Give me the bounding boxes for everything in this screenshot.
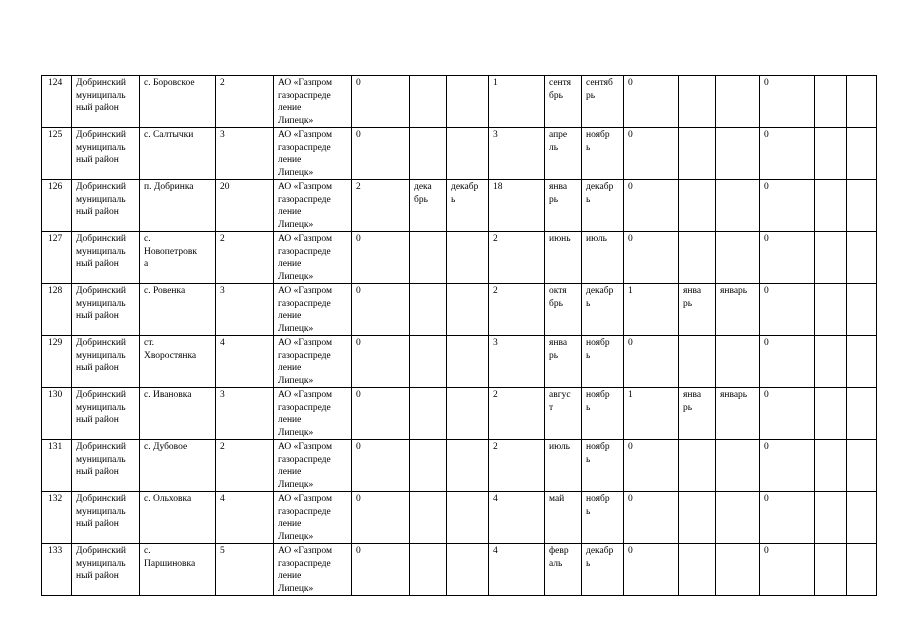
table-row: [42, 544, 877, 596]
col14-cell: [760, 232, 815, 284]
col11-cell-text: 0: [628, 494, 633, 504]
col15-cell: [815, 76, 847, 128]
col11-cell-text: 1: [628, 286, 633, 296]
col10-cell: [582, 492, 624, 544]
col6-cell: [410, 180, 447, 232]
col13-cell: [716, 76, 760, 128]
table-row: [42, 180, 877, 232]
settlement-cell-text: п. Добринка: [144, 182, 194, 192]
col9-cell: [545, 76, 582, 128]
organization-cell: [274, 336, 352, 388]
col11-cell: [624, 544, 679, 596]
count-cell-text: 2: [220, 442, 225, 452]
district-cell: [72, 336, 140, 388]
col7-cell-text: декабр ь: [451, 182, 479, 205]
col5-cell: [352, 180, 410, 232]
col5-cell-text: 0: [356, 234, 361, 244]
col12-cell: [679, 388, 716, 440]
col13-cell: [716, 336, 760, 388]
table-row: [42, 232, 877, 284]
district-cell-text: Добринский муниципаль ный район: [76, 182, 126, 217]
col13-cell-text: январь: [720, 390, 748, 400]
col14-cell-text: 0: [764, 182, 769, 192]
col9-cell: [545, 232, 582, 284]
col15-cell: [815, 128, 847, 180]
settlement-cell-text: с. Дубовое: [144, 442, 188, 452]
col16-cell: [847, 76, 877, 128]
col10-cell: [582, 336, 624, 388]
count-cell: [216, 544, 274, 596]
col9-cell-text: апре ль: [549, 130, 568, 153]
col14-cell-text: 0: [764, 442, 769, 452]
col11-cell-text: 0: [628, 338, 633, 348]
table-row: [42, 128, 877, 180]
row-number-text: 124: [48, 78, 63, 88]
col8-cell: [489, 232, 545, 284]
row-number: [42, 544, 72, 596]
organization-cell-text: АО «Газпром газораспреде ление Липецк»: [278, 442, 333, 490]
district-cell: [72, 128, 140, 180]
row-number-text: 128: [48, 286, 63, 296]
organization-cell-text: АО «Газпром газораспреде ление Липецк»: [278, 78, 333, 126]
col10-cell: [582, 544, 624, 596]
col15-cell: [815, 180, 847, 232]
col11-cell: [624, 388, 679, 440]
settlement-cell-text: с. Ивановка: [144, 390, 192, 400]
count-cell: [216, 232, 274, 284]
col8-cell: [489, 180, 545, 232]
col11-cell-text: 0: [628, 182, 633, 192]
col6-cell: [410, 336, 447, 388]
col9-cell: [545, 128, 582, 180]
col5-cell-text: 0: [356, 338, 361, 348]
col10-cell-text: сентяб рь: [586, 78, 613, 101]
row-number: [42, 180, 72, 232]
organization-cell-text: АО «Газпром газораспреде ление Липецк»: [278, 546, 333, 594]
district-cell-text: Добринский муниципаль ный район: [76, 78, 126, 113]
row-number: [42, 284, 72, 336]
district-cell: [72, 76, 140, 128]
col8-cell-text: 2: [493, 286, 498, 296]
row-number: [42, 388, 72, 440]
col10-cell-text: декабр ь: [586, 286, 614, 309]
col6-cell: [410, 128, 447, 180]
col9-cell-text: авгус т: [549, 390, 571, 413]
col15-cell: [815, 544, 847, 596]
col13-cell: [716, 544, 760, 596]
col10-cell-text: ноябр ь: [586, 494, 610, 517]
district-cell: [72, 180, 140, 232]
row-number-text: 131: [48, 442, 63, 452]
col6-cell: [410, 76, 447, 128]
col8-cell: [489, 336, 545, 388]
col7-cell: [447, 492, 489, 544]
col16-cell: [847, 388, 877, 440]
col14-cell: [760, 544, 815, 596]
settlement-cell-text: ст. Хворостянка: [144, 338, 197, 361]
col16-cell: [847, 128, 877, 180]
col5-cell-text: 0: [356, 286, 361, 296]
row-number-text: 129: [48, 338, 63, 348]
count-cell: [216, 180, 274, 232]
col12-cell: [679, 544, 716, 596]
col13-cell: [716, 128, 760, 180]
district-cell: [72, 232, 140, 284]
col14-cell-text: 0: [764, 130, 769, 140]
count-cell: [216, 284, 274, 336]
col14-cell-text: 0: [764, 234, 769, 244]
col8-cell-text: 2: [493, 234, 498, 244]
district-cell-text: Добринский муниципаль ный район: [76, 390, 126, 425]
col13-cell: [716, 180, 760, 232]
col10-cell-text: ноябр ь: [586, 130, 610, 153]
col5-cell-text: 0: [356, 442, 361, 452]
col15-cell: [815, 336, 847, 388]
col9-cell: [545, 284, 582, 336]
col11-cell: [624, 180, 679, 232]
count-cell-text: 4: [220, 338, 225, 348]
col5-cell: [352, 544, 410, 596]
col6-cell: [410, 232, 447, 284]
col8-cell-text: 1: [493, 78, 498, 88]
col8-cell-text: 4: [493, 494, 498, 504]
settlement-cell: [140, 180, 216, 232]
col12-cell: [679, 180, 716, 232]
row-number-text: 130: [48, 390, 63, 400]
col5-cell: [352, 336, 410, 388]
col9-cell-text: май: [549, 494, 565, 504]
col12-cell-text: янва рь: [683, 286, 702, 309]
col14-cell: [760, 76, 815, 128]
district-cell-text: Добринский муниципаль ный район: [76, 546, 126, 581]
col8-cell-text: 3: [493, 130, 498, 140]
col6-cell: [410, 492, 447, 544]
settlement-cell-text: с. Ровенка: [144, 286, 186, 296]
col5-cell: [352, 388, 410, 440]
count-cell-text: 2: [220, 234, 225, 244]
organization-cell-text: АО «Газпром газораспреде ление Липецк»: [278, 286, 333, 334]
col16-cell: [847, 492, 877, 544]
col11-cell-text: 1: [628, 390, 633, 400]
col16-cell: [847, 336, 877, 388]
col6-cell: [410, 284, 447, 336]
col7-cell: [447, 336, 489, 388]
organization-cell-text: АО «Газпром газораспреде ление Липецк»: [278, 338, 333, 386]
col9-cell: [545, 336, 582, 388]
col9-cell: [545, 180, 582, 232]
col11-cell-text: 0: [628, 546, 633, 556]
district-cell: [72, 492, 140, 544]
count-cell-text: 2: [220, 78, 225, 88]
settlement-cell-text: с. Паршиновка: [144, 546, 196, 569]
col5-cell: [352, 128, 410, 180]
col8-cell: [489, 440, 545, 492]
col7-cell: [447, 544, 489, 596]
data-table: [41, 75, 877, 596]
col7-cell: [447, 128, 489, 180]
row-number-text: 133: [48, 546, 63, 556]
col12-cell: [679, 336, 716, 388]
col7-cell: [447, 76, 489, 128]
col10-cell: [582, 440, 624, 492]
col5-cell: [352, 76, 410, 128]
col9-cell-text: июнь: [549, 234, 571, 244]
organization-cell-text: АО «Газпром газораспреде ление Липецк»: [278, 390, 333, 438]
col14-cell: [760, 336, 815, 388]
settlement-cell: [140, 440, 216, 492]
count-cell: [216, 128, 274, 180]
col16-cell: [847, 544, 877, 596]
col10-cell-text: ноябр ь: [586, 338, 610, 361]
col8-cell-text: 3: [493, 338, 498, 348]
col5-cell: [352, 284, 410, 336]
organization-cell-text: АО «Газпром газораспреде ление Липецк»: [278, 494, 333, 542]
col14-cell-text: 0: [764, 390, 769, 400]
organization-cell-text: АО «Газпром газораспреде ление Липецк»: [278, 182, 333, 230]
col13-cell: [716, 232, 760, 284]
count-cell-text: 3: [220, 390, 225, 400]
col16-cell: [847, 232, 877, 284]
col5-cell-text: 0: [356, 390, 361, 400]
settlement-cell-text: с. Новопетровк а: [144, 234, 197, 269]
row-number: [42, 128, 72, 180]
col12-cell: [679, 76, 716, 128]
col15-cell: [815, 492, 847, 544]
district-cell-text: Добринский муниципаль ный район: [76, 494, 126, 529]
col7-cell: [447, 180, 489, 232]
settlement-cell-text: с. Ольховка: [144, 494, 192, 504]
table-row: [42, 440, 877, 492]
col14-cell: [760, 492, 815, 544]
col9-cell: [545, 388, 582, 440]
district-cell-text: Добринский муниципаль ный район: [76, 338, 126, 373]
col10-cell: [582, 232, 624, 284]
table-row: [42, 76, 877, 128]
col13-cell: [716, 284, 760, 336]
row-number: [42, 232, 72, 284]
col11-cell-text: 0: [628, 442, 633, 452]
col9-cell: [545, 440, 582, 492]
col11-cell: [624, 232, 679, 284]
col6-cell: [410, 544, 447, 596]
col14-cell: [760, 128, 815, 180]
count-cell: [216, 440, 274, 492]
col11-cell: [624, 284, 679, 336]
col11-cell-text: 0: [628, 130, 633, 140]
col16-cell: [847, 440, 877, 492]
district-cell-text: Добринский муниципаль ный район: [76, 130, 126, 165]
row-number-text: 126: [48, 182, 63, 192]
organization-cell: [274, 544, 352, 596]
count-cell: [216, 336, 274, 388]
col15-cell: [815, 388, 847, 440]
organization-cell-text: АО «Газпром газораспреде ление Липецк»: [278, 234, 333, 282]
row-number: [42, 76, 72, 128]
district-cell-text: Добринский муниципаль ный район: [76, 286, 126, 321]
organization-cell-text: АО «Газпром газораспреде ление Липецк»: [278, 130, 333, 178]
col11-cell: [624, 128, 679, 180]
count-cell-text: 4: [220, 494, 225, 504]
col14-cell: [760, 180, 815, 232]
settlement-cell: [140, 232, 216, 284]
organization-cell: [274, 492, 352, 544]
col15-cell: [815, 284, 847, 336]
col15-cell: [815, 440, 847, 492]
col5-cell: [352, 440, 410, 492]
col11-cell: [624, 492, 679, 544]
col10-cell: [582, 284, 624, 336]
col14-cell-text: 0: [764, 78, 769, 88]
col13-cell: [716, 388, 760, 440]
col10-cell: [582, 128, 624, 180]
organization-cell: [274, 180, 352, 232]
col7-cell: [447, 232, 489, 284]
district-cell-text: Добринский муниципаль ный район: [76, 234, 126, 269]
col6-cell: [410, 388, 447, 440]
count-cell-text: 20: [220, 182, 230, 192]
col9-cell: [545, 492, 582, 544]
col14-cell-text: 0: [764, 286, 769, 296]
col8-cell: [489, 76, 545, 128]
col9-cell-text: сентя брь: [549, 78, 572, 101]
col10-cell: [582, 76, 624, 128]
col11-cell-text: 0: [628, 234, 633, 244]
col10-cell: [582, 388, 624, 440]
table-row: [42, 336, 877, 388]
count-cell: [216, 76, 274, 128]
table-row: [42, 492, 877, 544]
row-number: [42, 336, 72, 388]
col10-cell-text: ноябр ь: [586, 390, 610, 413]
col11-cell: [624, 336, 679, 388]
col5-cell-text: 0: [356, 494, 361, 504]
settlement-cell: [140, 388, 216, 440]
district-cell: [72, 388, 140, 440]
district-cell: [72, 284, 140, 336]
col9-cell-text: февр аль: [549, 546, 569, 569]
settlement-cell-text: с. Боровское: [144, 78, 195, 88]
count-cell-text: 3: [220, 286, 225, 296]
col14-cell-text: 0: [764, 338, 769, 348]
col5-cell-text: 0: [356, 130, 361, 140]
organization-cell: [274, 388, 352, 440]
table-row: [42, 388, 877, 440]
col16-cell: [847, 284, 877, 336]
col13-cell: [716, 440, 760, 492]
settlement-cell-text: с. Салтычки: [144, 130, 194, 140]
col11-cell: [624, 76, 679, 128]
organization-cell: [274, 440, 352, 492]
row-number-text: 127: [48, 234, 63, 244]
settlement-cell: [140, 284, 216, 336]
col9-cell-text: янва рь: [549, 338, 568, 361]
col9-cell-text: октя брь: [549, 286, 567, 309]
col8-cell-text: 2: [493, 390, 498, 400]
col11-cell-text: 0: [628, 78, 633, 88]
row-number-text: 125: [48, 130, 63, 140]
col12-cell-text: янва рь: [683, 390, 702, 413]
col14-cell: [760, 284, 815, 336]
table-row: [42, 284, 877, 336]
col8-cell-text: 2: [493, 442, 498, 452]
col6-cell-text: дека брь: [414, 182, 432, 205]
col9-cell: [545, 544, 582, 596]
settlement-cell: [140, 544, 216, 596]
count-cell-text: 5: [220, 546, 225, 556]
col10-cell-text: ноябр ь: [586, 442, 610, 465]
table-body: [42, 76, 877, 596]
col7-cell: [447, 388, 489, 440]
col12-cell: [679, 440, 716, 492]
organization-cell: [274, 76, 352, 128]
row-number: [42, 440, 72, 492]
col13-cell: [716, 492, 760, 544]
organization-cell: [274, 284, 352, 336]
district-cell: [72, 440, 140, 492]
district-cell: [72, 544, 140, 596]
settlement-cell: [140, 336, 216, 388]
col8-cell-text: 4: [493, 546, 498, 556]
count-cell: [216, 492, 274, 544]
col14-cell: [760, 388, 815, 440]
col7-cell: [447, 284, 489, 336]
col8-cell-text: 18: [493, 182, 503, 192]
col15-cell: [815, 232, 847, 284]
col10-cell-text: декабр ь: [586, 182, 614, 205]
col10-cell-text: июль: [586, 234, 608, 244]
col12-cell: [679, 232, 716, 284]
col12-cell: [679, 492, 716, 544]
col14-cell-text: 0: [764, 546, 769, 556]
col9-cell-text: янва рь: [549, 182, 568, 205]
col8-cell: [489, 284, 545, 336]
col8-cell: [489, 544, 545, 596]
organization-cell: [274, 232, 352, 284]
col9-cell-text: июль: [549, 442, 571, 452]
organization-cell: [274, 128, 352, 180]
settlement-cell: [140, 492, 216, 544]
col5-cell-text: 0: [356, 78, 361, 88]
col5-cell-text: 2: [356, 182, 361, 192]
count-cell-text: 3: [220, 130, 225, 140]
col7-cell: [447, 440, 489, 492]
col10-cell: [582, 180, 624, 232]
col8-cell: [489, 388, 545, 440]
col16-cell: [847, 180, 877, 232]
col14-cell: [760, 440, 815, 492]
settlement-cell: [140, 128, 216, 180]
col13-cell-text: январь: [720, 286, 748, 296]
col14-cell-text: 0: [764, 494, 769, 504]
col10-cell-text: декабр ь: [586, 546, 614, 569]
col11-cell: [624, 440, 679, 492]
district-cell-text: Добринский муниципаль ный район: [76, 442, 126, 477]
col12-cell: [679, 128, 716, 180]
col12-cell: [679, 284, 716, 336]
count-cell: [216, 388, 274, 440]
col8-cell: [489, 492, 545, 544]
col5-cell-text: 0: [356, 546, 361, 556]
row-number-text: 132: [48, 494, 63, 504]
col5-cell: [352, 492, 410, 544]
col8-cell: [489, 128, 545, 180]
settlement-cell: [140, 76, 216, 128]
row-number: [42, 492, 72, 544]
col5-cell: [352, 232, 410, 284]
col6-cell: [410, 440, 447, 492]
